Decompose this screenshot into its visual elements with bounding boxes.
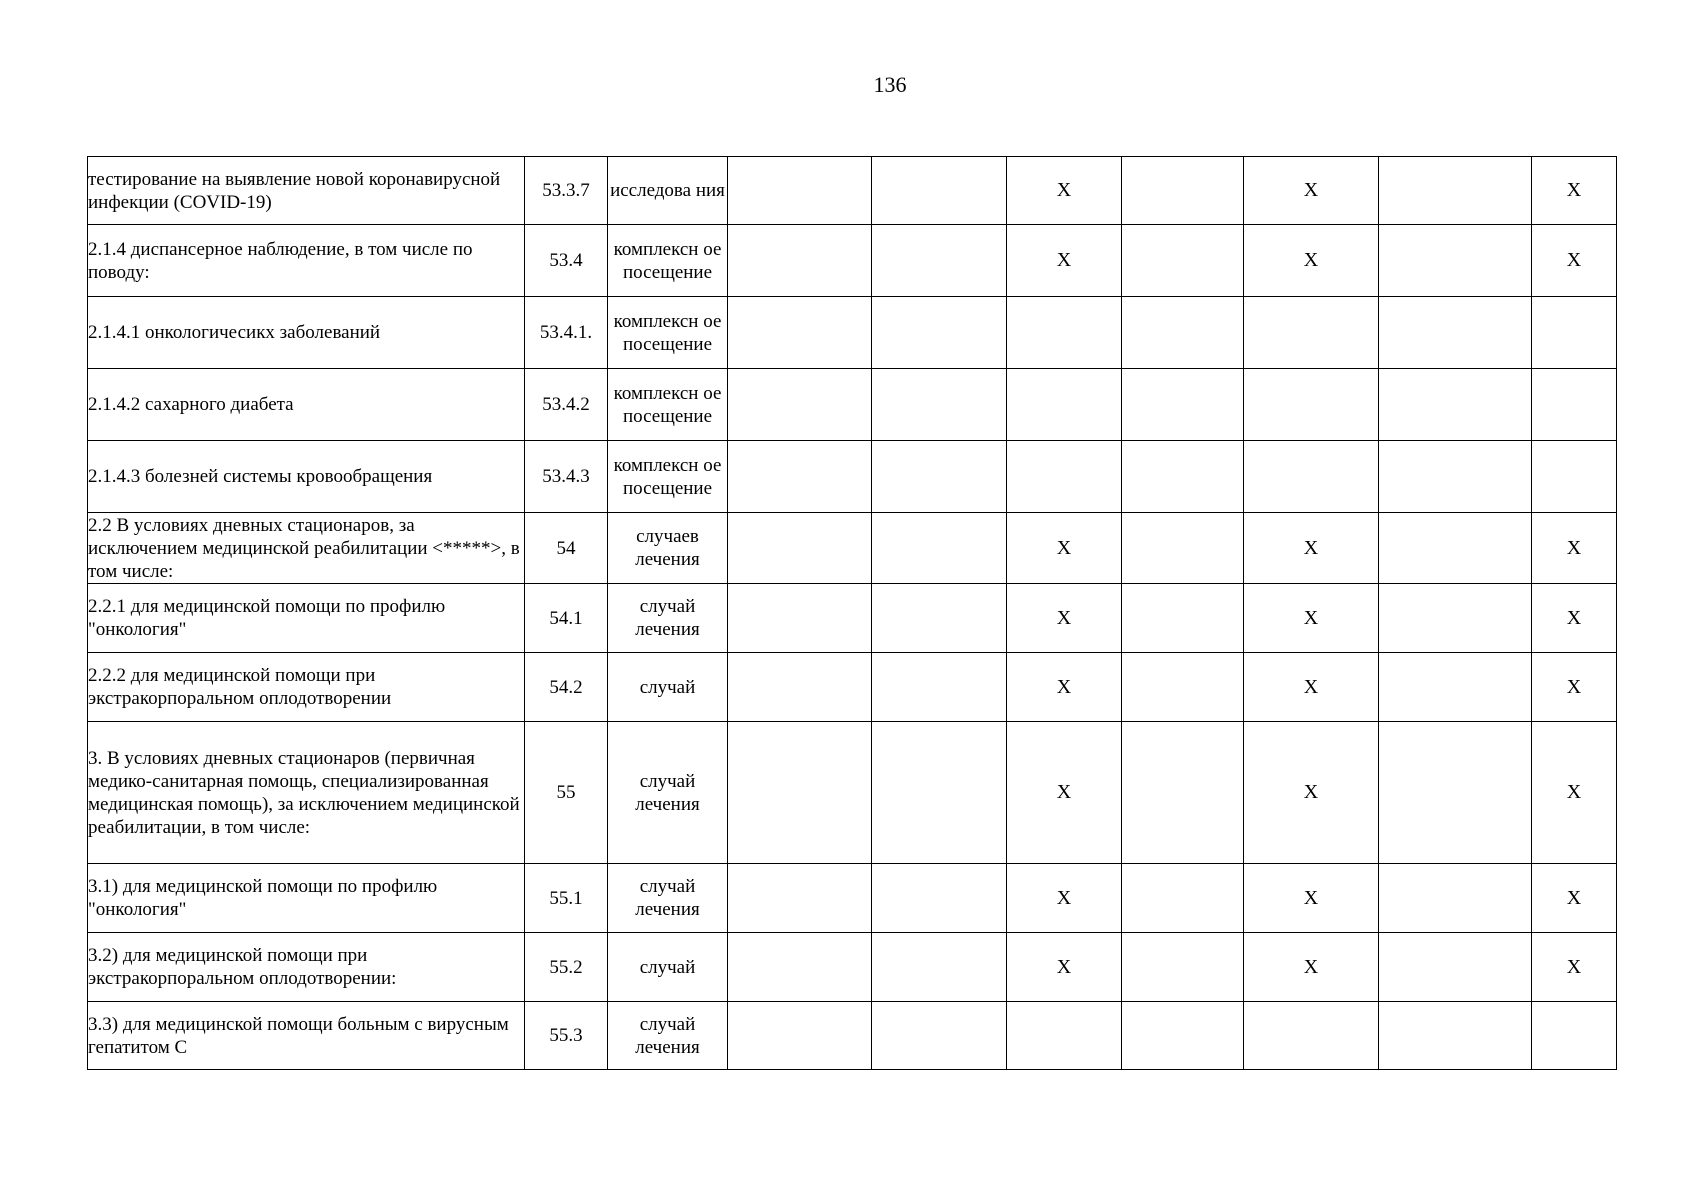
row-col-7: [1122, 441, 1244, 513]
row-col-5: [872, 653, 1007, 722]
row-unit: случаев лечения: [608, 513, 728, 584]
row-col-10: X: [1532, 513, 1617, 584]
table-row: [88, 225, 1617, 297]
row-code: 54: [525, 513, 608, 584]
row-col-5: [872, 933, 1007, 1002]
row-col-8: [1244, 1002, 1379, 1070]
row-col-8: [1244, 441, 1379, 513]
row-name: 2.1.4.2 сахарного диабета: [88, 369, 525, 441]
row-code: 54.1: [525, 584, 608, 653]
row-name: 3.3) для медицинской помощи больным с вирусным гепатитом С: [88, 1002, 525, 1070]
row-name: 2.2.2 для медицинской помощи при экстракорпоральном оплодотворении: [88, 653, 525, 722]
table-row: [88, 864, 1617, 933]
row-code: 53.4.1.: [525, 297, 608, 369]
row-unit: случай: [608, 653, 728, 722]
table-row: [88, 369, 1617, 441]
row-col-9: [1379, 722, 1532, 864]
row-col-4: [728, 157, 872, 225]
row-col-5: [872, 225, 1007, 297]
row-col-5: [872, 1002, 1007, 1070]
row-col-7: [1122, 722, 1244, 864]
row-col-8: X: [1244, 864, 1379, 933]
row-col-9: [1379, 864, 1532, 933]
row-col-7: [1122, 864, 1244, 933]
row-name: 2.2.1 для медицинской помощи по профилю "онкология": [88, 584, 525, 653]
row-unit: исследова ния: [608, 157, 728, 225]
row-code: 55.2: [525, 933, 608, 1002]
row-col-9: [1379, 653, 1532, 722]
row-col-5: [872, 864, 1007, 933]
row-col-5: [872, 369, 1007, 441]
row-col-9: [1379, 225, 1532, 297]
table-row: [88, 653, 1617, 722]
row-col-6: X: [1007, 864, 1122, 933]
row-code: 53.3.7: [525, 157, 608, 225]
row-col-4: [728, 297, 872, 369]
row-col-4: [728, 513, 872, 584]
row-col-7: [1122, 653, 1244, 722]
row-col-4: [728, 225, 872, 297]
row-col-6: [1007, 1002, 1122, 1070]
row-col-5: [872, 584, 1007, 653]
row-col-10: X: [1532, 157, 1617, 225]
row-col-6: [1007, 369, 1122, 441]
row-name: 2.1.4 диспансерное наблюдение, в том числе по поводу:: [88, 225, 525, 297]
row-col-9: [1379, 441, 1532, 513]
row-col-9: [1379, 157, 1532, 225]
row-unit: комплексн ое посещение: [608, 441, 728, 513]
row-col-7: [1122, 933, 1244, 1002]
row-name: 2.2 В условиях дневных стационаров, за исключением медицинской реабилитации <*****>, в том числе:: [88, 513, 525, 584]
table-row: [88, 513, 1617, 584]
row-col-6: [1007, 441, 1122, 513]
row-col-8: X: [1244, 722, 1379, 864]
row-name: 3.1) для медицинской помощи по профилю "онкология": [88, 864, 525, 933]
row-code: 55.1: [525, 864, 608, 933]
row-code: 53.4.3: [525, 441, 608, 513]
row-col-9: [1379, 584, 1532, 653]
row-col-5: [872, 441, 1007, 513]
row-col-7: [1122, 225, 1244, 297]
row-col-7: [1122, 1002, 1244, 1070]
row-unit: комплексн ое посещение: [608, 225, 728, 297]
row-col-7: [1122, 157, 1244, 225]
row-col-7: [1122, 297, 1244, 369]
row-col-6: X: [1007, 933, 1122, 1002]
table-row: [88, 584, 1617, 653]
row-col-10: [1532, 441, 1617, 513]
row-unit: случай лечения: [608, 722, 728, 864]
row-col-5: [872, 513, 1007, 584]
row-col-5: [872, 157, 1007, 225]
row-col-6: X: [1007, 722, 1122, 864]
row-code: 55: [525, 722, 608, 864]
data-table: [87, 156, 1617, 1070]
row-col-10: X: [1532, 584, 1617, 653]
row-col-7: [1122, 584, 1244, 653]
row-col-10: X: [1532, 653, 1617, 722]
row-unit: случай лечения: [608, 1002, 728, 1070]
row-code: 54.2: [525, 653, 608, 722]
row-name: 3.2) для медицинской помощи при экстракорпоральном оплодотворении:: [88, 933, 525, 1002]
row-col-9: [1379, 1002, 1532, 1070]
row-unit: случай: [608, 933, 728, 1002]
row-col-4: [728, 653, 872, 722]
row-col-6: X: [1007, 157, 1122, 225]
table-row: [88, 157, 1617, 225]
row-name: 3. В условиях дневных стационаров (первичная медико-санитарная помощь, специализированная медицинская помощь), за исключением медицинской реабилитации, в том числе:: [88, 722, 525, 864]
row-col-4: [728, 1002, 872, 1070]
table-row: [88, 722, 1617, 864]
row-unit: случай лечения: [608, 584, 728, 653]
row-col-8: X: [1244, 225, 1379, 297]
row-col-4: [728, 864, 872, 933]
row-col-8: X: [1244, 584, 1379, 653]
row-col-4: [728, 933, 872, 1002]
row-unit: случай лечения: [608, 864, 728, 933]
row-name: 2.1.4.1 онкологичесикх заболеваний: [88, 297, 525, 369]
row-col-9: [1379, 369, 1532, 441]
row-col-9: [1379, 513, 1532, 584]
row-col-6: X: [1007, 584, 1122, 653]
row-col-10: [1532, 1002, 1617, 1070]
row-unit: комплексн ое посещение: [608, 369, 728, 441]
row-col-8: [1244, 369, 1379, 441]
table-row: [88, 297, 1617, 369]
row-col-10: [1532, 369, 1617, 441]
row-col-4: [728, 584, 872, 653]
row-col-4: [728, 369, 872, 441]
row-unit: комплексн ое посещение: [608, 297, 728, 369]
table-row: [88, 933, 1617, 1002]
row-col-4: [728, 441, 872, 513]
page-number: 136: [873, 72, 907, 97]
row-col-4: [728, 722, 872, 864]
row-col-8: X: [1244, 933, 1379, 1002]
row-col-10: X: [1532, 225, 1617, 297]
row-code: 53.4: [525, 225, 608, 297]
row-name: 2.1.4.3 болезней системы кровообращения: [88, 441, 525, 513]
row-col-9: [1379, 933, 1532, 1002]
table-row: [88, 1002, 1617, 1070]
row-col-8: X: [1244, 157, 1379, 225]
row-col-8: X: [1244, 513, 1379, 584]
row-col-6: X: [1007, 513, 1122, 584]
row-col-8: X: [1244, 653, 1379, 722]
row-col-8: [1244, 297, 1379, 369]
row-col-6: X: [1007, 225, 1122, 297]
row-col-10: X: [1532, 933, 1617, 1002]
row-name: тестирование на выявление новой коронавирусной инфекции (COVID-19): [88, 157, 525, 225]
row-code: 53.4.2: [525, 369, 608, 441]
row-code: 55.3: [525, 1002, 608, 1070]
table-body: [88, 157, 1617, 1070]
row-col-10: X: [1532, 722, 1617, 864]
row-col-10: [1532, 297, 1617, 369]
row-col-7: [1122, 513, 1244, 584]
row-col-7: [1122, 369, 1244, 441]
row-col-10: X: [1532, 864, 1617, 933]
row-col-9: [1379, 297, 1532, 369]
table-row: [88, 441, 1617, 513]
row-col-6: [1007, 297, 1122, 369]
row-col-6: X: [1007, 653, 1122, 722]
row-col-5: [872, 722, 1007, 864]
row-col-5: [872, 297, 1007, 369]
